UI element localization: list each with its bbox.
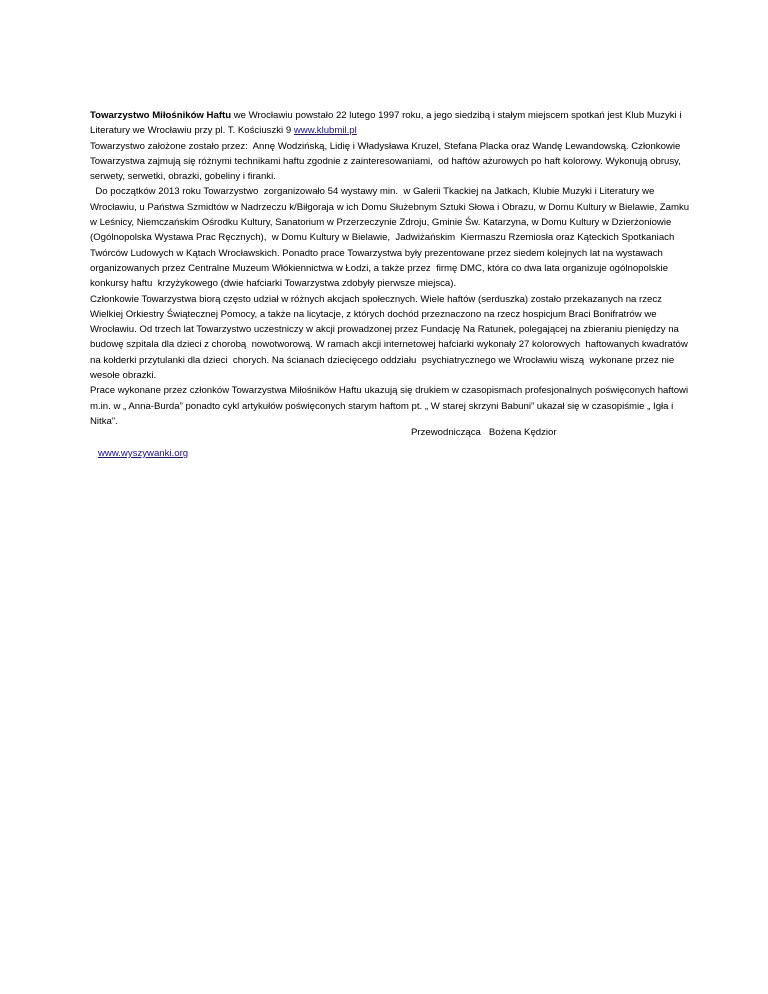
club-website-link[interactable]: www.klubmil.pl (293, 125, 357, 137)
footer (98, 446, 188, 461)
social-actions-paragraph: Członkowie Towarzystwa biorą często udział w różnych akcjach społecznych. Wiele haftów (serduszka) zostało przekazanych na rzecz Wielkiej Orkiestry Świątecznej Pomocy, a także na licytacje, z których dochód przeznaczono na rzecz hospicjum Braci Bonifratrów we Wrocławiu. Od trzech lat Towarzystwo uczestniczy w akcji prowadzonej przez Fundację Na Ratunek, polegającej na zbieraniu pieniędzy na budowę szpitala dla dzieci z chorobą nowotworową. W ramach akcji internetowej hafciarki wykonały 27 kolorowych haftowanych kwadratów na kołderki przytulanki dla dzieci chorych. Na ścianach dziecięcego oddziału psychiatrycznego we Wrocławiu wiszą wykonane przez nie wesołe obrazki. (90, 293, 691, 382)
publications-paragraph: Prace wykonane przez członków Towarzystwa Miłośników Haftu ukazują się drukiem w czasopismach profesjonalnych poświęconych haftowi m.in. w „ Anna-Burda” ponadto cykl artykułów poświęconych starym haftom pt. „ W starej skrzyni Babuni” ukazał się w czasopiśmie „ Igła i Nitka”. (90, 385, 691, 427)
intro-paragraph (90, 108, 690, 139)
document-body (90, 108, 690, 429)
organization-name: Towarzystwo Miłośników Haftu (90, 110, 232, 121)
signature: Przewodnicząca Bożena Kędzior (411, 427, 557, 438)
footer-website-link[interactable]: www.wyszywanki.org (98, 448, 189, 459)
intro-text: we Wrocławiu powstało 22 lutego 1997 roku, a jego siedzibą i stałym miejscem spotkań jest Klub Muzyki i Literatury we Wrocławiu przy pl. T. Kościuszki 9 (90, 110, 685, 137)
founders-paragraph: Towarzystwo założone zostało przez: Annę Wodzińską, Lidię i Władysława Kruzel, Stefana Placka oraz Wandę Lewandowską. Członkowie Towarzystwa zajmują się różnymi technikami haftu zgodnie z zainteresowaniami, od haftów ażurowych po haft kolorowy. Wykonują obrusy, serwety, serwetki, obrazki, gobeliny i firanki. (90, 140, 684, 183)
exhibitions-paragraph: Do początków 2013 roku Towarzystwo zorganizowało 54 wystawy min. w Galerii Tkackiej na Jatkach, Klubie Muzyki i Literatury we Wrocławiu, u Państwa Szmidtów w Nadrzeczu k/Biłgoraja w ich Domu Służebnym Sztuki Słowa i Obrazu, w Domu Kultury w Bielawie, Zamku w Leśnicy, Niemczańskim Ośrodku Kultury, Sanatorium w Przerzeczynie Zdroju, Gminie Św. Katarzyna, w Domu Kultury w Dzierżoniowie (Ogólnopolska Wystawa Prac Ręcznych), w Domu Kultury w Bielawie, Jadwiżańskim Kiermaszu Rzemiosła oraz Kąteckich Spotkaniach Twórców Ludowych w Kątach Wrocławskich. Ponadto prace Towarzystwa były prezentowane przez siedem kolejnych lat na wystawach organizowanych przez Centralne Muzeum Włókiennictwa w Łodzi, a także przez firmę DMC, która co dwa lata organizuje ogólnopolskie konkursy haftu krzyżykowego (dwie hafciarki Towarzystwa zdobyły pierwsze miejsca). (90, 186, 692, 290)
